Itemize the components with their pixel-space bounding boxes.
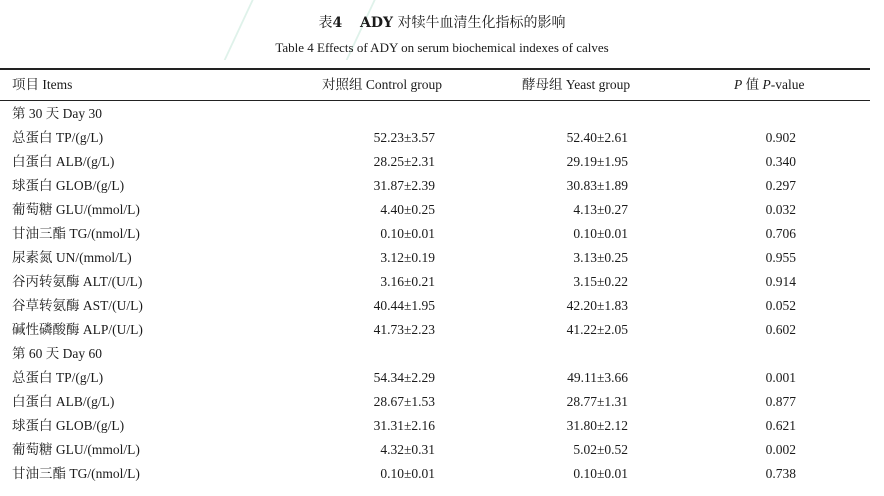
cell-control: 54.34±2.29 (373, 370, 435, 385)
table-row (0, 126, 870, 150)
table-header-rule (0, 100, 870, 101)
header-p-italic: P (762, 77, 771, 92)
cell-item: 总蛋白 TP/(g/L) (12, 370, 104, 385)
table-row (0, 318, 870, 342)
cell-yeast: 28.77±1.31 (566, 394, 628, 409)
cell-item: 葡萄糖 GLU/(mmol/L) (12, 202, 140, 217)
cell-p-value: 0.738 (765, 466, 796, 481)
header-p-value (734, 73, 804, 97)
cell-item: 尿素氮 UN/(mmol/L) (12, 250, 132, 265)
cell-item: 甘油三酯 TG/(nmol/L) (12, 226, 140, 241)
cell-yeast: 0.10±0.01 (573, 226, 628, 241)
cell-yeast: 3.15±0.22 (573, 274, 628, 289)
cell-item: 总蛋白 TP/(g/L) (12, 130, 104, 145)
table-row (0, 294, 870, 318)
caption-number: 4 (332, 15, 343, 31)
cell-p-value: 0.706 (765, 226, 796, 241)
cell-yeast: 29.19±1.95 (566, 154, 628, 169)
cell-p-value: 0.052 (765, 298, 796, 313)
cell-p-value: 0.914 (765, 274, 796, 289)
cell-item: 谷草转氨酶 AST/(U/L) (12, 298, 143, 313)
table-caption-en: Table 4 Effects of ADY on serum biochemical indexes of calves (275, 40, 609, 55)
caption-label-cn: 表 (318, 15, 333, 31)
header-items: 项目 Items (12, 77, 73, 92)
cell-item: 碱性磷酸酶 ALP/(U/L) (12, 322, 143, 337)
table-row (0, 462, 870, 486)
cell-p-value: 0.340 (765, 154, 796, 169)
table-row (0, 270, 870, 294)
table-row (0, 366, 870, 390)
header-p-suffix: -value (770, 77, 805, 92)
header-control: 对照组 Control group (322, 77, 442, 92)
table-row (0, 414, 870, 438)
table-row (0, 198, 870, 222)
cell-item: 白蛋白 ALB/(g/L) (12, 154, 115, 169)
cell-p-value: 0.955 (765, 250, 796, 265)
cell-yeast: 3.13±0.25 (573, 250, 628, 265)
cell-control: 28.25±2.31 (373, 154, 435, 169)
cell-p-value: 0.297 (765, 178, 796, 193)
header-p-prefix: P (734, 77, 743, 92)
table-row (0, 150, 870, 174)
cell-yeast: 31.80±2.12 (566, 418, 628, 433)
cell-item: 葡萄糖 GLU/(mmol/L) (12, 442, 140, 457)
cell-control: 52.23±3.57 (373, 130, 435, 145)
cell-p-value: 0.002 (765, 442, 796, 457)
section-label: 第 30 天 Day 30 (12, 106, 102, 121)
table-row (0, 390, 870, 414)
table-row (0, 438, 870, 462)
cell-p-value: 0.877 (765, 394, 796, 409)
cell-yeast: 5.02±0.52 (573, 442, 628, 457)
cell-control: 3.16±0.21 (380, 274, 435, 289)
cell-control: 31.87±2.39 (373, 178, 435, 193)
caption-title-bold: ADY (360, 15, 394, 31)
cell-item: 球蛋白 GLOB/(g/L) (12, 178, 125, 193)
header-yeast: 酵母组 Yeast group (522, 77, 631, 92)
cell-yeast: 30.83±1.89 (566, 178, 628, 193)
cell-control: 41.73±2.23 (373, 322, 435, 337)
cell-yeast: 0.10±0.01 (573, 466, 628, 481)
table-caption-cn (0, 12, 884, 32)
caption-title-rest: 对犊牛血清生化指标的影响 (393, 15, 566, 31)
cell-p-value: 0.621 (765, 418, 796, 433)
cell-yeast: 41.22±2.05 (566, 322, 628, 337)
section-label-row (0, 342, 870, 366)
cell-control: 31.31±2.16 (373, 418, 435, 433)
cell-yeast: 52.40±2.61 (566, 130, 628, 145)
cell-control: 3.12±0.19 (380, 250, 435, 265)
cell-yeast: 4.13±0.27 (573, 202, 628, 217)
cell-p-value: 0.032 (765, 202, 796, 217)
cell-control: 4.32±0.31 (380, 442, 435, 457)
table-top-rule (0, 68, 870, 70)
table-header-row (0, 73, 870, 97)
cell-p-value: 0.902 (765, 130, 796, 145)
cell-p-value: 0.001 (765, 370, 796, 385)
cell-control: 28.67±1.53 (373, 394, 435, 409)
section-label: 第 60 天 Day 60 (12, 346, 102, 361)
cell-item: 甘油三酯 TG/(nmol/L) (12, 466, 140, 481)
table-row (0, 222, 870, 246)
cell-item: 白蛋白 ALB/(g/L) (12, 394, 115, 409)
cell-p-value: 0.602 (765, 322, 796, 337)
cell-control: 0.10±0.01 (380, 466, 435, 481)
cell-control: 4.40±0.25 (380, 202, 435, 217)
table-row (0, 246, 870, 270)
section-label-row (0, 102, 870, 126)
cell-control: 0.10±0.01 (380, 226, 435, 241)
cell-control: 40.44±1.95 (373, 298, 435, 313)
header-p-mid: 值 (742, 77, 763, 92)
cell-yeast: 49.11±3.66 (567, 370, 628, 385)
cell-item: 谷丙转氨酶 ALT/(U/L) (12, 274, 143, 289)
cell-item: 球蛋白 GLOB/(g/L) (12, 418, 125, 433)
cell-yeast: 42.20±1.83 (566, 298, 628, 313)
table-row (0, 174, 870, 198)
